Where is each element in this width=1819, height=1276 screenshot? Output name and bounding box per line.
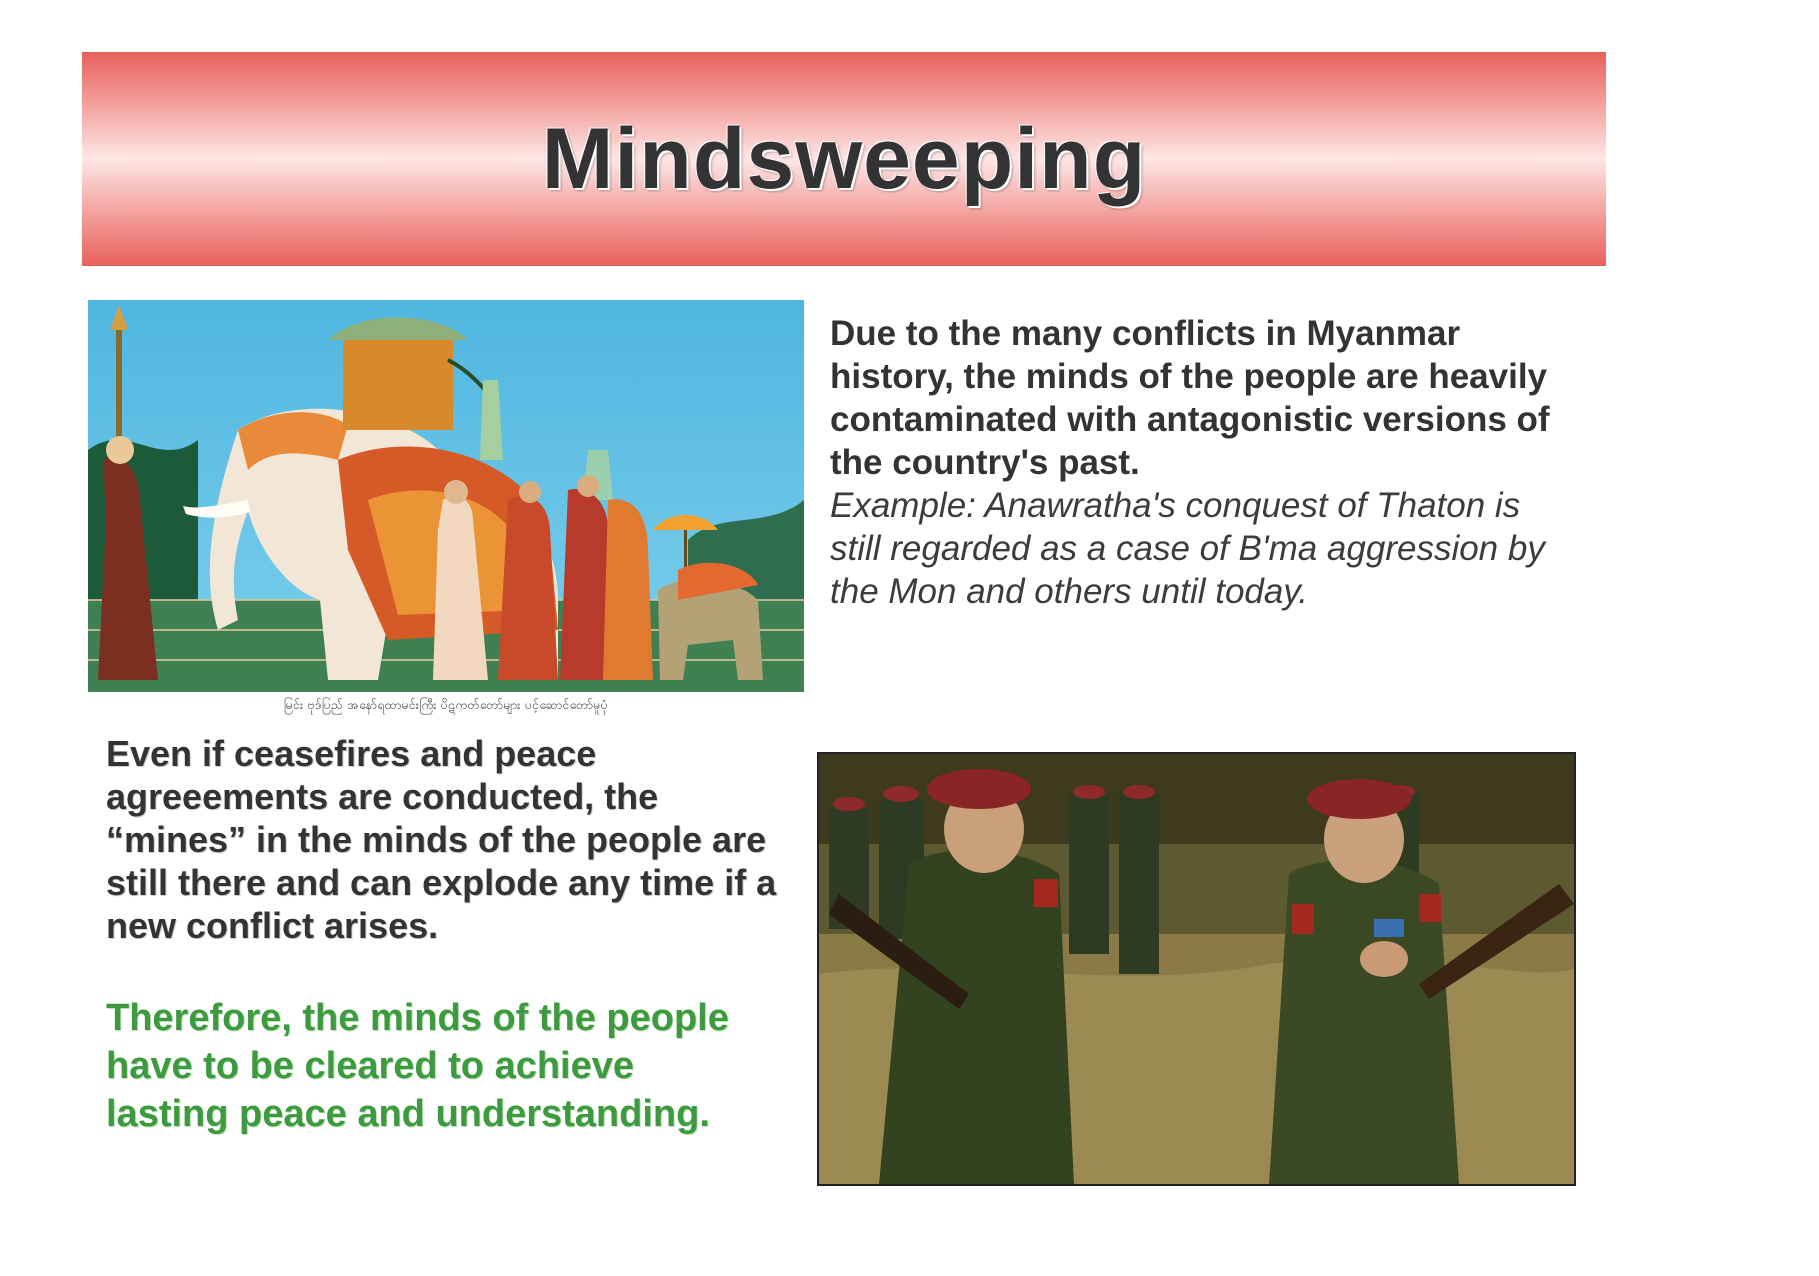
elephant-procession-painting	[88, 300, 804, 692]
page-title: Mindsweeping	[541, 111, 1147, 207]
soldiers-photo	[817, 752, 1576, 1186]
history-paragraph	[830, 312, 1550, 613]
title-banner	[82, 52, 1606, 266]
painting-caption: မြင်း ဗုဒ်ပြည် အနော်ရထာမင်းကြီး ပိဋကတ်တော်များ ပင့်ဆောင်တော်မူပုံ	[283, 698, 609, 712]
conclusion-paragraph: Therefore, the minds of the people have to be cleared to achieve lasting peace and understanding.	[106, 997, 729, 1135]
mines-paragraph: Even if ceasefires and peace agreeements are conducted, the “mines” in the minds of the people are still there and can explode any time if a new conflict arises.	[106, 733, 777, 946]
history-example: Example: Anawratha's conquest of Thaton is still regarded as a case of B'ma aggression by the Mon and others until today.	[830, 486, 1545, 611]
history-statement: Due to the many conflicts in Myanmar history, the minds of the people are heavily contaminated with antagonistic versions of the country's past.	[830, 314, 1550, 482]
